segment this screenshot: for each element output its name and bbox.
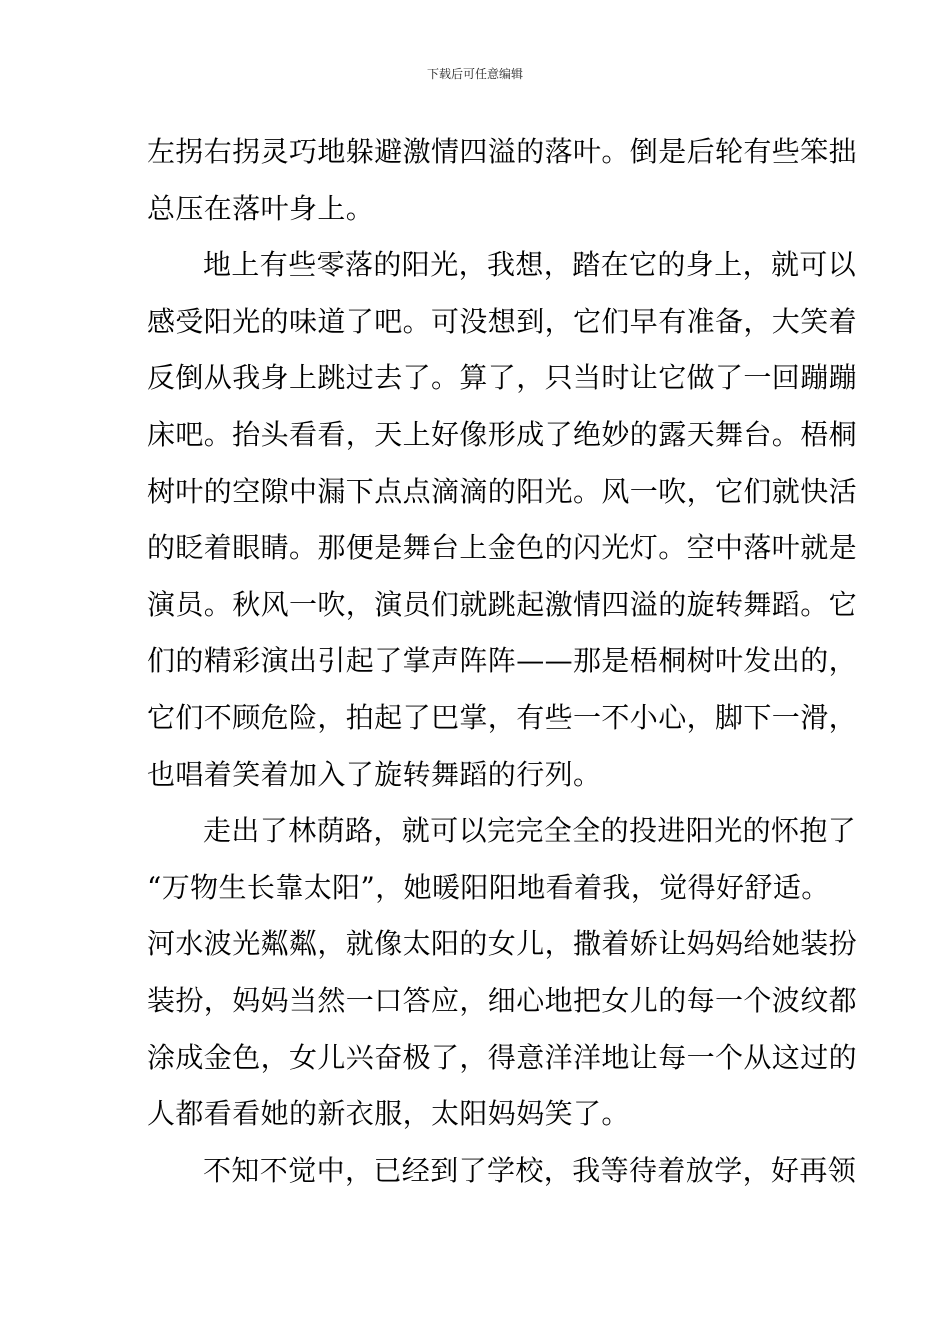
text-line: 感受阳光的味道了吧。可没想到，它们早有准备，大笑着 xyxy=(147,304,858,338)
text-line: “万物生长靠太阳”，她暖阳阳地看着我，觉得好舒适。 xyxy=(147,870,830,904)
document-body xyxy=(147,124,858,1199)
page-header: 下载后可任意编辑 xyxy=(426,67,523,81)
paragraph-start-line: 地上有些零落的阳光，我想，踏在它的身上，就可以 xyxy=(203,248,857,282)
text-line: 床吧。抬头看看，天上好像形成了绝妙的露天舞台。梧桐 xyxy=(147,417,858,451)
text-line: 们的精彩演出引起了掌声阵阵——那是梧桐树叶发出的， xyxy=(147,644,858,678)
paragraph-start-line: 走出了林荫路，就可以完完全全的投进阳光的怀抱了 xyxy=(203,814,857,848)
text-line: 左拐右拐灵巧地躲避激情四溢的落叶。倒是后轮有些笨拙 xyxy=(147,135,858,168)
text-line: 涂成金色，女儿兴奋极了，得意洋洋地让每一个从这过的 xyxy=(147,1040,858,1074)
text-line: 人都看看她的新衣服，太阳妈妈笑了。 xyxy=(147,1097,630,1131)
text-line: 河水波光粼粼，就像太阳的女儿，撒着娇让妈妈给她装扮 xyxy=(147,927,858,961)
text-line: 装扮，妈妈当然一口答应，细心地把女儿的每一个波纹都 xyxy=(147,983,858,1017)
text-line: 演员。秋风一吹，演员们就跳起激情四溢的旋转舞蹈。它 xyxy=(147,587,858,621)
text-line: 它们不顾危险，拍起了巴掌，有些一不小心，脚下一滑， xyxy=(147,700,858,734)
text-line: 树叶的空隙中漏下点点滴滴的阳光。风一吹，它们就快活 xyxy=(147,474,858,508)
text-line: 总压在落叶身上。 xyxy=(147,191,375,225)
text-line: 的眨着眼睛。那便是舞台上金色的闪光灯。空中落叶就是 xyxy=(147,531,858,565)
paragraph-start-line: 不知不觉中，已经到了学校，我等待着放学，好再领 xyxy=(203,1153,857,1187)
text-line: 也唱着笑着加入了旋转舞蹈的行列。 xyxy=(147,757,602,791)
text-line: 反倒从我身上跳过去了。算了，只当时让它做了一回蹦蹦 xyxy=(147,361,858,395)
